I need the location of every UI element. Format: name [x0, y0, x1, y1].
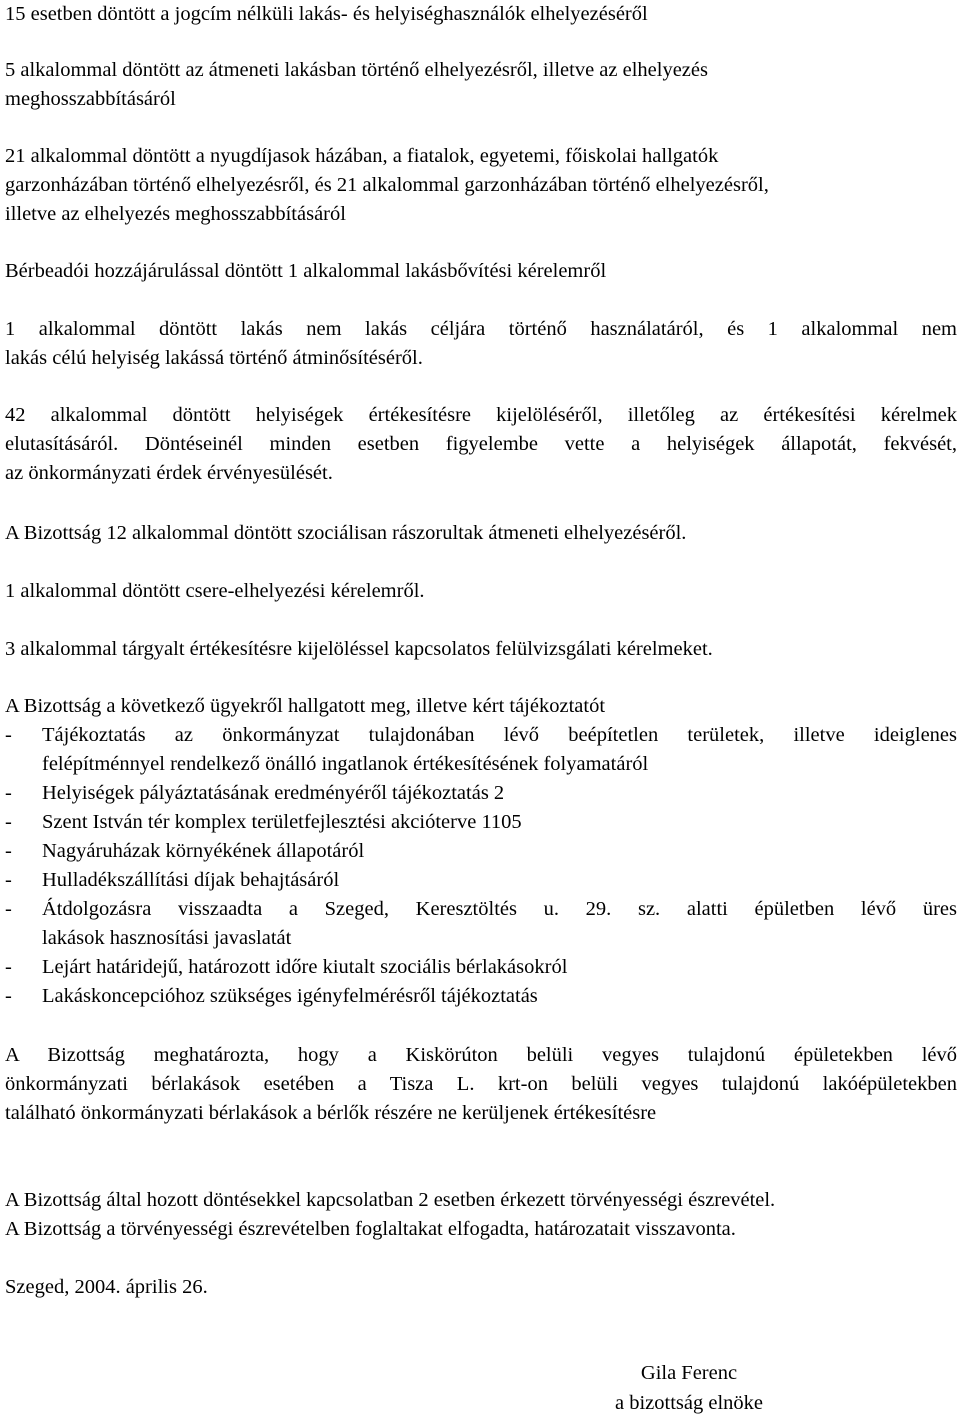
paragraph-10	[5, 692, 957, 1011]
list-item	[5, 866, 957, 895]
paragraph-3-line-2: garzonházában történő elhelyezésről, és 21 alkalommal garzonházában történő elhelyezésről,	[5, 174, 769, 196]
list-dash: -	[5, 840, 12, 862]
paragraph-12-line-2: A Bizottság a törvényességi észrevételben foglaltakat elfogadta, határozatait visszavonta.	[5, 1218, 736, 1240]
list-item-line: Lejárt határidejű, határozott időre kiutalt szociális bérlakásokról	[42, 956, 568, 978]
signature-block	[589, 1358, 789, 1418]
list-dash: -	[5, 898, 12, 920]
paragraph-7-line: A Bizottság 12 alkalommal döntött szociálisan rászorultak átmeneti elhelyezéséről.	[5, 522, 687, 544]
paragraph-4-line: Bérbeadói hozzájárulással döntött 1 alkalommal lakásbővítési kérelemről	[5, 260, 607, 282]
paragraph-7	[5, 519, 686, 548]
paragraph-4	[5, 257, 606, 286]
list-dash: -	[5, 782, 12, 804]
list-item-line: Hulladékszállítási díjak behajtásáról	[42, 869, 340, 891]
list-dash: -	[5, 956, 12, 978]
list-dash: -	[5, 985, 12, 1007]
list-item	[5, 779, 957, 808]
list-item-line: felépítménnyel rendelkező önálló ingatlanok értékesítésének folyamatáról	[42, 753, 649, 775]
list-dash: -	[5, 869, 12, 891]
list-item-line: lakások hasznosítási javaslatát	[42, 927, 292, 949]
list-item	[5, 895, 957, 953]
paragraph-2-line-1: 5 alkalommal döntött az átmeneti lakásban történő elhelyezésről, illetve az elhelyezés	[5, 59, 708, 81]
paragraph-12-line-1: A Bizottság által hozott döntésekkel kapcsolatban 2 esetben érkezett törvényességi észrevétel.	[5, 1189, 776, 1211]
list-item-line: Lakáskoncepcióhoz szükséges igényfelmérésről tájékoztatás	[42, 985, 538, 1007]
paragraph-6-line-1: 42 alkalommal döntött helyiségek értékesítésre kijelöléséről, illetőleg az értékesítési kérelmek	[5, 404, 957, 426]
paragraph-9-line: 3 alkalommal tárgyalt értékesítésre kijelöléssel kapcsolatos felülvizsgálati kérelmeket.	[5, 638, 713, 660]
list-item-line: Szent István tér komplex területfejlesztési akcióterve 1105	[42, 811, 522, 833]
paragraph-1	[5, 0, 648, 29]
signature-title: a bizottság elnöke	[614, 1392, 763, 1414]
paragraph-6-line-2: elutasításáról. Döntéseinél minden esetben figyelembe vette a helyiségek állapotát, fekvését,	[5, 433, 957, 455]
paragraph-2	[5, 56, 708, 114]
list-item-line: Helyiségek pályáztatásának eredményéről tájékoztatás 2	[42, 782, 505, 804]
paragraph-2-line-2: meghosszabbításáról	[5, 88, 176, 110]
paragraph-6-line-3: az önkormányzati érdek érvényesülését.	[5, 462, 333, 484]
signature-name: Gila Ferenc	[640, 1362, 738, 1384]
date-line	[5, 1273, 208, 1302]
paragraph-6	[5, 401, 957, 488]
paragraph-1-line: 15 esetben döntött a jogcím nélküli lakás- és helyiséghasználók elhelyezéséről	[5, 3, 648, 25]
list-item-line: Átdolgozásra visszaadta a Szeged, Keresztöltés u. 29. sz. alatti épületben lévő üres	[42, 898, 957, 920]
list-item	[5, 808, 957, 837]
briefing-list	[5, 721, 957, 1011]
paragraph-3-line-3: illetve az elhelyezés meghosszabbításáról	[5, 203, 346, 225]
list-dash: -	[5, 811, 12, 833]
paragraph-11-line-2: önkormányzati bérlakások esetében a Tisza L. krt-on belüli vegyes tulajdonú lakóépületekben	[5, 1073, 957, 1095]
paragraph-12	[5, 1186, 775, 1244]
paragraph-11-line-3: található önkormányzati bérlakások a bérlők részére ne kerüljenek értékesítésre	[5, 1102, 657, 1124]
list-item	[5, 837, 957, 866]
list-item	[5, 953, 957, 982]
briefing-intro: A Bizottság a következő ügyekről hallgatott meg, illetve kért tájékoztatót	[5, 695, 606, 717]
list-item-line: Tájékoztatás az önkormányzat tulajdonában lévő beépítetlen területek, illetve ideiglenes	[42, 724, 957, 746]
paragraph-5-line-2: lakás célú helyiség lakássá történő átminősítéséről.	[5, 347, 423, 369]
list-item	[5, 982, 957, 1011]
list-dash: -	[5, 724, 12, 746]
paragraph-8	[5, 577, 425, 606]
paragraph-8-line: 1 alkalommal döntött csere-elhelyezési kérelemről.	[5, 580, 425, 602]
list-item-line: Nagyáruházak környékének állapotáról	[42, 840, 365, 862]
paragraph-9	[5, 635, 713, 664]
paragraph-3-line-1: 21 alkalommal döntött a nyugdíjasok házában, a fiatalok, egyetemi, főiskolai hallgatók	[5, 145, 719, 167]
paragraph-5	[5, 315, 957, 373]
date-text: Szeged, 2004. április 26.	[5, 1276, 208, 1298]
paragraph-11-line-1: A Bizottság meghatározta, hogy a Kiskörúton belüli vegyes tulajdonú épületekben lévő	[5, 1044, 957, 1066]
list-item	[5, 721, 957, 779]
paragraph-3	[5, 142, 769, 229]
paragraph-11	[5, 1041, 957, 1128]
paragraph-5-line-1: 1 alkalommal döntött lakás nem lakás céljára történő használatáról, és 1 alkalommal nem	[5, 318, 957, 340]
